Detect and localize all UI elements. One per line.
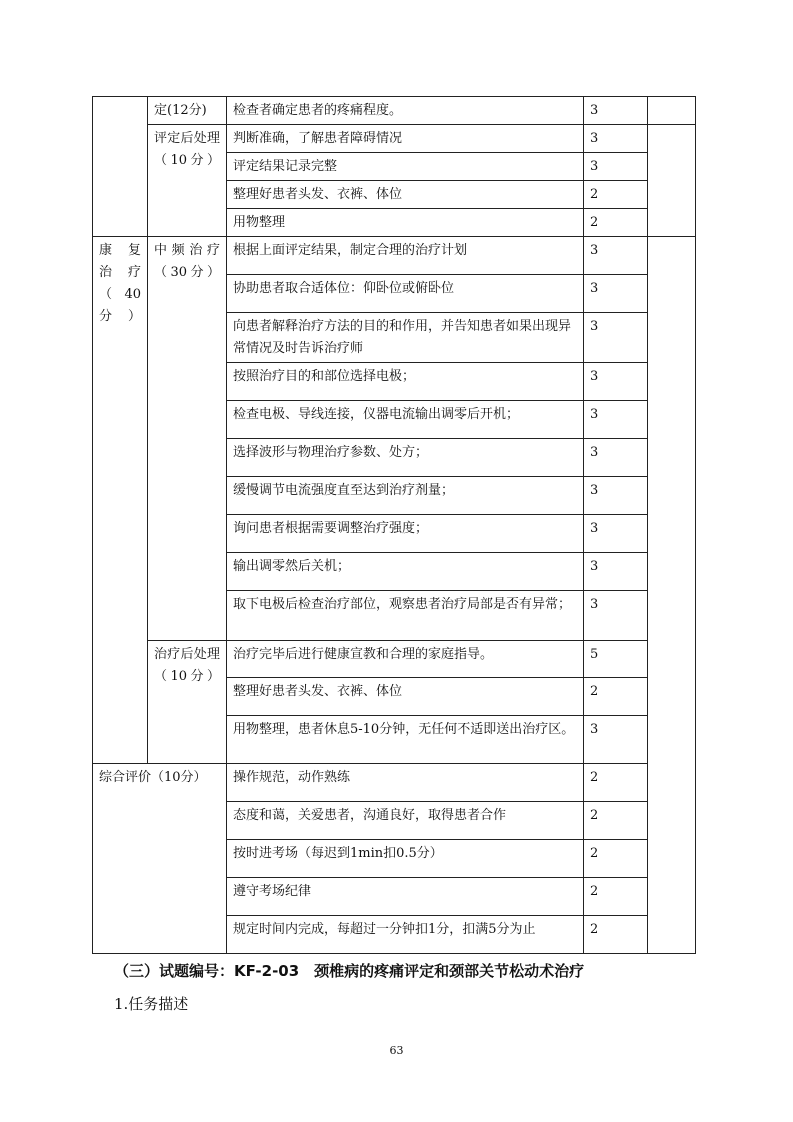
- content-cell: 整理好患者头发、衣裤、体位: [227, 678, 584, 716]
- content-cell: 用物整理，患者休息5-10分钟，无任何不适即送出治疗区。: [227, 716, 584, 764]
- content-cell: 根据上面评定结果，制定合理的治疗计划: [227, 237, 584, 275]
- content-cell: 取下电极后检查治疗部位，观察患者治疗局部是否有异常；: [227, 591, 584, 641]
- score-cell: 3: [584, 125, 648, 153]
- table-row: [93, 237, 696, 275]
- score-cell: 3: [584, 477, 648, 515]
- content-cell: 操作规范，动作熟练: [227, 764, 584, 802]
- content-cell: 询问患者根据需要调整治疗强度；: [227, 515, 584, 553]
- section-cell: 综合评价（10分）: [93, 764, 227, 954]
- content-cell: 用物整理: [227, 209, 584, 237]
- content-cell: 遵守考场纪律: [227, 878, 584, 916]
- content-cell: 检查者确定患者的疼痛程度。: [227, 97, 584, 125]
- score-cell: 3: [584, 237, 648, 275]
- content-cell: 缓慢调节电流强度直至达到治疗剂量；: [227, 477, 584, 515]
- subsection-cell: 中频治疗 （30分）: [148, 237, 227, 641]
- score-cell: 3: [584, 363, 648, 401]
- score-cell: 3: [584, 275, 648, 313]
- table-row: [93, 641, 696, 678]
- blank-cell: [648, 125, 696, 237]
- score-cell: 3: [584, 591, 648, 641]
- score-cell: 2: [584, 878, 648, 916]
- table-row: [93, 97, 696, 125]
- score-cell: 2: [584, 802, 648, 840]
- content-cell: 选择波形与物理治疗参数、处方；: [227, 439, 584, 477]
- scoring-table: [92, 96, 696, 954]
- subsection-cell: 定(12分): [148, 97, 227, 125]
- table-row: [93, 764, 696, 802]
- score-cell: 2: [584, 678, 648, 716]
- content-cell: 协助患者取合适体位：仰卧位或俯卧位: [227, 275, 584, 313]
- score-cell: 3: [584, 515, 648, 553]
- content-cell: 态度和蔼，关爱患者，沟通良好，取得患者合作: [227, 802, 584, 840]
- subsection-cell: 评定后处理 （10分）: [148, 125, 227, 237]
- subsection-cell: 治疗后处理（10分）: [148, 641, 227, 764]
- score-cell: 2: [584, 840, 648, 878]
- score-cell: 2: [584, 209, 648, 237]
- table-row: [93, 125, 696, 153]
- score-cell: 3: [584, 553, 648, 591]
- score-cell: 3: [584, 153, 648, 181]
- content-cell: 整理好患者头发、衣裤、体位: [227, 181, 584, 209]
- score-cell: 5: [584, 641, 648, 678]
- score-cell: 3: [584, 716, 648, 764]
- score-cell: 2: [584, 916, 648, 954]
- content-cell: 输出调零然后关机；: [227, 553, 584, 591]
- score-cell: 3: [584, 313, 648, 363]
- subheading: 1.任务描述: [114, 995, 189, 1013]
- content-cell: 治疗完毕后进行健康宣教和合理的家庭指导。: [227, 641, 584, 678]
- section-heading: （三）试题编号：KF-2-03 颈椎病的疼痛评定和颈部关节松动术治疗: [114, 962, 585, 980]
- blank-cell: [648, 97, 696, 125]
- content-cell: 按时进考场（每迟到1min扣0.5分）: [227, 840, 584, 878]
- content-cell: 评定结果记录完整: [227, 153, 584, 181]
- score-cell: 3: [584, 401, 648, 439]
- score-cell: 2: [584, 181, 648, 209]
- section-cell: 康 复 治疗 （ 40 分）: [93, 237, 148, 764]
- score-cell: 2: [584, 764, 648, 802]
- content-cell: 向患者解释治疗方法的目的和作用，并告知患者如果出现异常情况及时告诉治疗师: [227, 313, 584, 363]
- section-cell-continued: [93, 97, 148, 237]
- page-number: 63: [389, 1044, 404, 1057]
- content-cell: 规定时间内完成，每超过一分钟扣1分，扣满5分为止: [227, 916, 584, 954]
- blank-cell: [648, 237, 696, 954]
- content-cell: 检查电极、导线连接，仪器电流输出调零后开机；: [227, 401, 584, 439]
- content-cell: 判断准确，了解患者障碍情况: [227, 125, 584, 153]
- score-cell: 3: [584, 97, 648, 125]
- content-cell: 按照治疗目的和部位选择电极；: [227, 363, 584, 401]
- score-cell: 3: [584, 439, 648, 477]
